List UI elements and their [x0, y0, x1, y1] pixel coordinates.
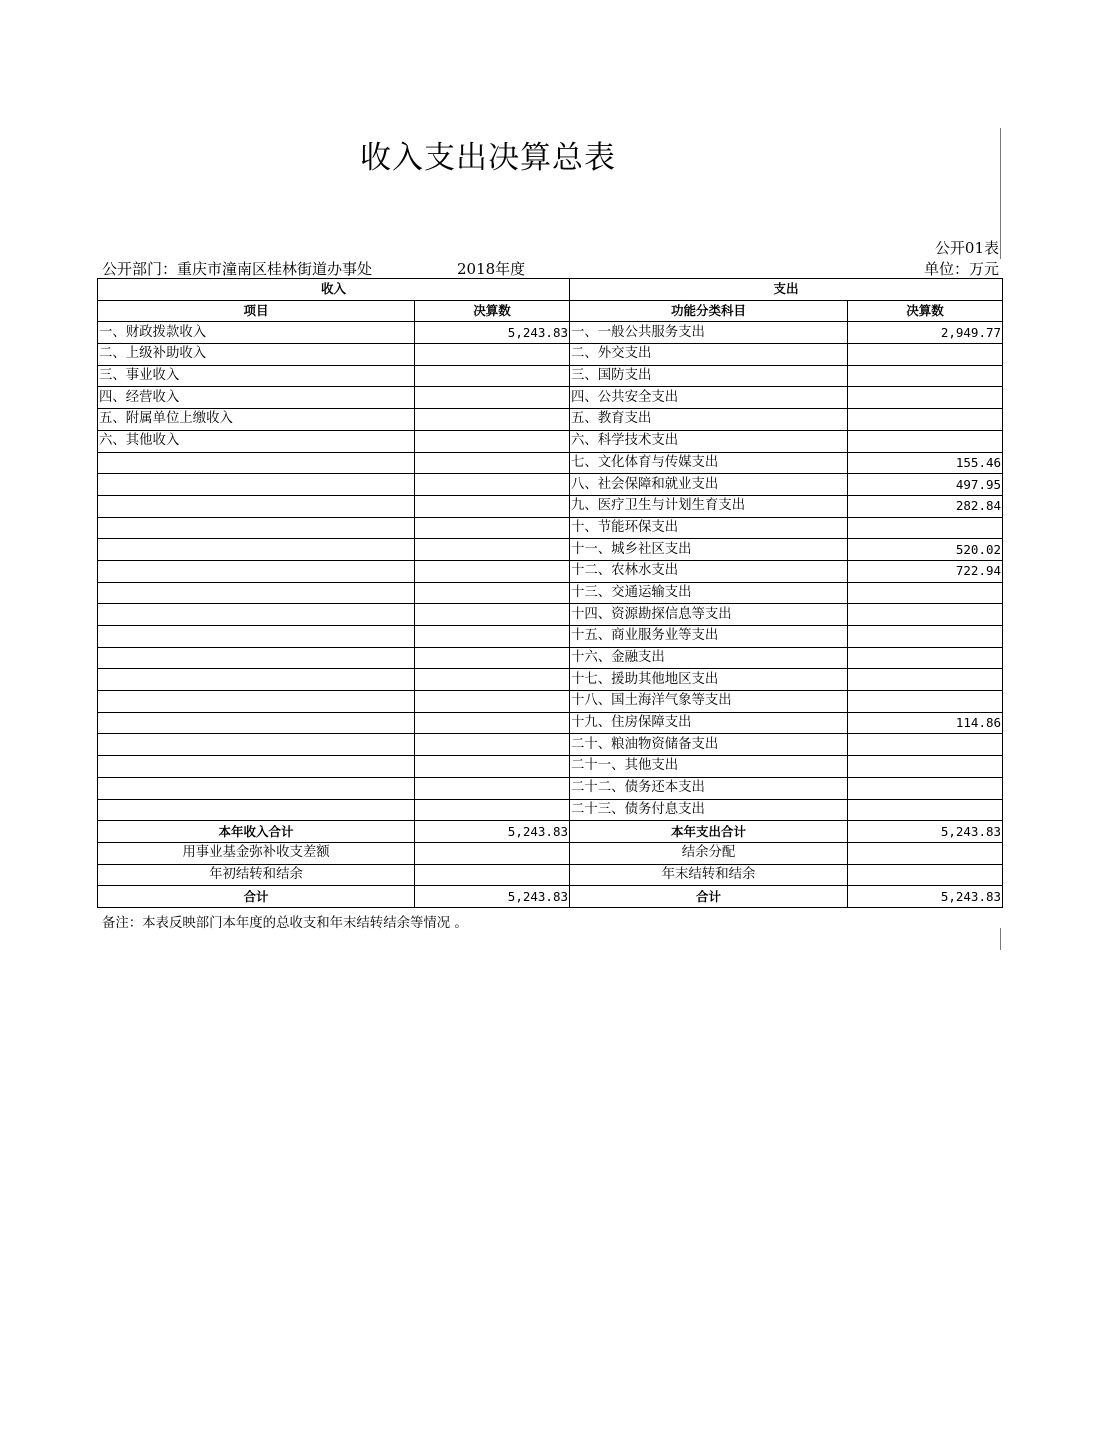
section-header-row: [98, 279, 1003, 301]
income-item-cell: 二、上级补助收入: [98, 344, 415, 366]
fiscal-year: 2018年度: [457, 260, 526, 278]
income-year-total-value: 5,243.83: [415, 821, 570, 843]
income-item-cell: [98, 647, 415, 669]
end-carryover-value: [848, 864, 1003, 886]
expense-amount-cell: [848, 604, 1003, 626]
expense-amount-cell: [848, 582, 1003, 604]
income-item-cell: [98, 669, 415, 691]
income-amount-cell: [415, 582, 570, 604]
table-row: [98, 756, 1003, 778]
table-row: [98, 799, 1003, 821]
expense-amount-cell: [848, 387, 1003, 409]
income-item-cell: 一、财政拨款收入: [98, 322, 415, 344]
income-amount-cell: [415, 430, 570, 452]
income-item-cell: [98, 560, 415, 582]
income-amount-cell: [415, 669, 570, 691]
expense-item-cell: 十一、城乡社区支出: [570, 539, 848, 561]
expense-amount-cell: [848, 344, 1003, 366]
page-edge-line: [1000, 928, 1001, 950]
expense-item-cell: 五、教育支出: [570, 409, 848, 431]
table-row: [98, 777, 1003, 799]
income-item-cell: [98, 474, 415, 496]
income-amount-cell: [415, 539, 570, 561]
unit-label: 单位：万元: [923, 260, 999, 278]
expense-item-cell: 二十三、债务付息支出: [570, 799, 848, 821]
table-row: [98, 626, 1003, 648]
income-amount-cell: [415, 756, 570, 778]
expense-item-cell: 二十、粮油物资储备支出: [570, 734, 848, 756]
table-number: 公开01表: [934, 239, 999, 257]
income-amount-cell: [415, 777, 570, 799]
expense-amount-cell: [848, 409, 1003, 431]
begin-carryover-label: 年初结转和结余: [98, 864, 415, 886]
expense-item-cell: 十三、交通运输支出: [570, 582, 848, 604]
expense-year-total-label: 本年支出合计: [570, 821, 848, 843]
page-title: 收入支出决算总表: [360, 140, 616, 176]
income-item-cell: [98, 777, 415, 799]
income-item-cell: 六、其他收入: [98, 430, 415, 452]
income-item-cell: [98, 626, 415, 648]
income-amount-cell: [415, 734, 570, 756]
income-amount-cell: [415, 604, 570, 626]
income-amount-cell: [415, 344, 570, 366]
department-line: [102, 258, 526, 279]
expense-item-cell: 二十二、债务还本支出: [570, 777, 848, 799]
table-row: [98, 517, 1003, 539]
table-row: [98, 430, 1003, 452]
table-row: [98, 560, 1003, 582]
income-item-cell: [98, 691, 415, 713]
table-row: [98, 712, 1003, 734]
income-section-header: 收入: [98, 279, 570, 301]
expense-grand-total-value: 5,243.83: [848, 886, 1003, 908]
expense-amount-cell: [848, 647, 1003, 669]
income-item-cell: [98, 799, 415, 821]
expense-amount-cell: [848, 799, 1003, 821]
expense-item-cell: 十四、资源勘探信息等支出: [570, 604, 848, 626]
function-column-header: 功能分类科目: [570, 300, 848, 322]
table-row: [98, 495, 1003, 517]
income-amount-cell: [415, 560, 570, 582]
surplus-value: [848, 842, 1003, 864]
year-total-row: [98, 821, 1003, 843]
income-item-cell: 三、事业收入: [98, 365, 415, 387]
expense-item-cell: 六、科学技术支出: [570, 430, 848, 452]
income-amount-cell: [415, 474, 570, 496]
table-row: [98, 409, 1003, 431]
table-row: [98, 691, 1003, 713]
end-carryover-label: 年末结转和结余: [570, 864, 848, 886]
income-amount-cell: [415, 387, 570, 409]
fund-gap-row: [98, 842, 1003, 864]
expense-item-cell: 十八、国土海洋气象等支出: [570, 691, 848, 713]
expense-item-cell: 十二、农林水支出: [570, 560, 848, 582]
fund-gap-label: 用事业基金弥补收支差额: [98, 842, 415, 864]
expense-amount-cell: 497.95: [848, 474, 1003, 496]
expense-item-cell: 二、外交支出: [570, 344, 848, 366]
expense-item-cell: 四、公共安全支出: [570, 387, 848, 409]
income-amount-cell: [415, 626, 570, 648]
income-item-cell: [98, 495, 415, 517]
income-item-cell: [98, 582, 415, 604]
item-column-header: 项目: [98, 300, 415, 322]
expense-item-cell: 七、文化体育与传媒支出: [570, 452, 848, 474]
expense-grand-total-label: 合计: [570, 886, 848, 908]
table-row: [98, 669, 1003, 691]
expense-item-cell: 三、国防支出: [570, 365, 848, 387]
expense-amount-cell: [848, 756, 1003, 778]
income-amount-cell: [415, 365, 570, 387]
table-row: [98, 322, 1003, 344]
expense-item-cell: 十、节能环保支出: [570, 517, 848, 539]
expense-amount-cell: [848, 626, 1003, 648]
expense-amount-cell: [848, 365, 1003, 387]
income-grand-total-value: 5,243.83: [415, 886, 570, 908]
income-amount-cell: [415, 712, 570, 734]
expense-item-cell: 二十一、其他支出: [570, 756, 848, 778]
table-row: [98, 582, 1003, 604]
expense-amount-cell: [848, 777, 1003, 799]
expense-item-cell: 十九、住房保障支出: [570, 712, 848, 734]
table-row: [98, 539, 1003, 561]
expense-amount-cell: 722.94: [848, 560, 1003, 582]
income-item-cell: 五、附属单位上缴收入: [98, 409, 415, 431]
expense-item-cell: 九、医疗卫生与计划生育支出: [570, 495, 848, 517]
department-name: 公开部门：重庆市潼南区桂林街道办事处: [102, 260, 373, 278]
expense-amount-cell: 282.84: [848, 495, 1003, 517]
expense-amount-cell: [848, 430, 1003, 452]
expense-amount-cell: [848, 517, 1003, 539]
table-row: [98, 604, 1003, 626]
income-year-total-label: 本年收入合计: [98, 821, 415, 843]
expense-item-cell: 十六、金融支出: [570, 647, 848, 669]
income-grand-total-label: 合计: [98, 886, 415, 908]
carryover-row: [98, 864, 1003, 886]
expense-amount-cell: [848, 691, 1003, 713]
income-amount-cell: [415, 452, 570, 474]
expense-section-header: 支出: [570, 279, 1003, 301]
income-item-cell: [98, 756, 415, 778]
expense-amount-cell: [848, 669, 1003, 691]
expense-year-total-value: 5,243.83: [848, 821, 1003, 843]
income-item-cell: [98, 734, 415, 756]
income-amount-cell: [415, 799, 570, 821]
table-row: [98, 365, 1003, 387]
table-row: [98, 452, 1003, 474]
expense-item-cell: 八、社会保障和就业支出: [570, 474, 848, 496]
income-item-cell: [98, 517, 415, 539]
expense-amount-cell: 114.86: [848, 712, 1003, 734]
income-amount-cell: [415, 495, 570, 517]
income-amount-cell: [415, 691, 570, 713]
expense-amount-cell: 2,949.77: [848, 322, 1003, 344]
income-item-cell: [98, 539, 415, 561]
column-header-row: [98, 300, 1003, 322]
expense-item-cell: 十五、商业服务业等支出: [570, 626, 848, 648]
table-row: [98, 647, 1003, 669]
income-item-cell: [98, 712, 415, 734]
table-row: [98, 344, 1003, 366]
budget-table: [97, 278, 1003, 908]
surplus-label: 结余分配: [570, 842, 848, 864]
footnote: 备注：本表反映部门本年度的总收支和年末结转结余等情况 。: [102, 916, 468, 931]
income-item-cell: [98, 604, 415, 626]
income-amount-cell: [415, 647, 570, 669]
amount2-column-header: 决算数: [848, 300, 1003, 322]
begin-carryover-value: [415, 864, 570, 886]
table-row: [98, 734, 1003, 756]
income-amount-cell: [415, 517, 570, 539]
amount-column-header: 决算数: [415, 300, 570, 322]
expense-item-cell: 十七、援助其他地区支出: [570, 669, 848, 691]
income-amount-cell: [415, 409, 570, 431]
expense-amount-cell: 520.02: [848, 539, 1003, 561]
expense-amount-cell: 155.46: [848, 452, 1003, 474]
page-edge-line: [1000, 128, 1001, 259]
expense-item-cell: 一、一般公共服务支出: [570, 322, 848, 344]
income-item-cell: [98, 452, 415, 474]
income-item-cell: 四、经营收入: [98, 387, 415, 409]
fund-gap-value: [415, 842, 570, 864]
income-amount-cell: 5,243.83: [415, 322, 570, 344]
grand-total-row: [98, 886, 1003, 908]
table-row: [98, 474, 1003, 496]
table-row: [98, 387, 1003, 409]
expense-amount-cell: [848, 734, 1003, 756]
